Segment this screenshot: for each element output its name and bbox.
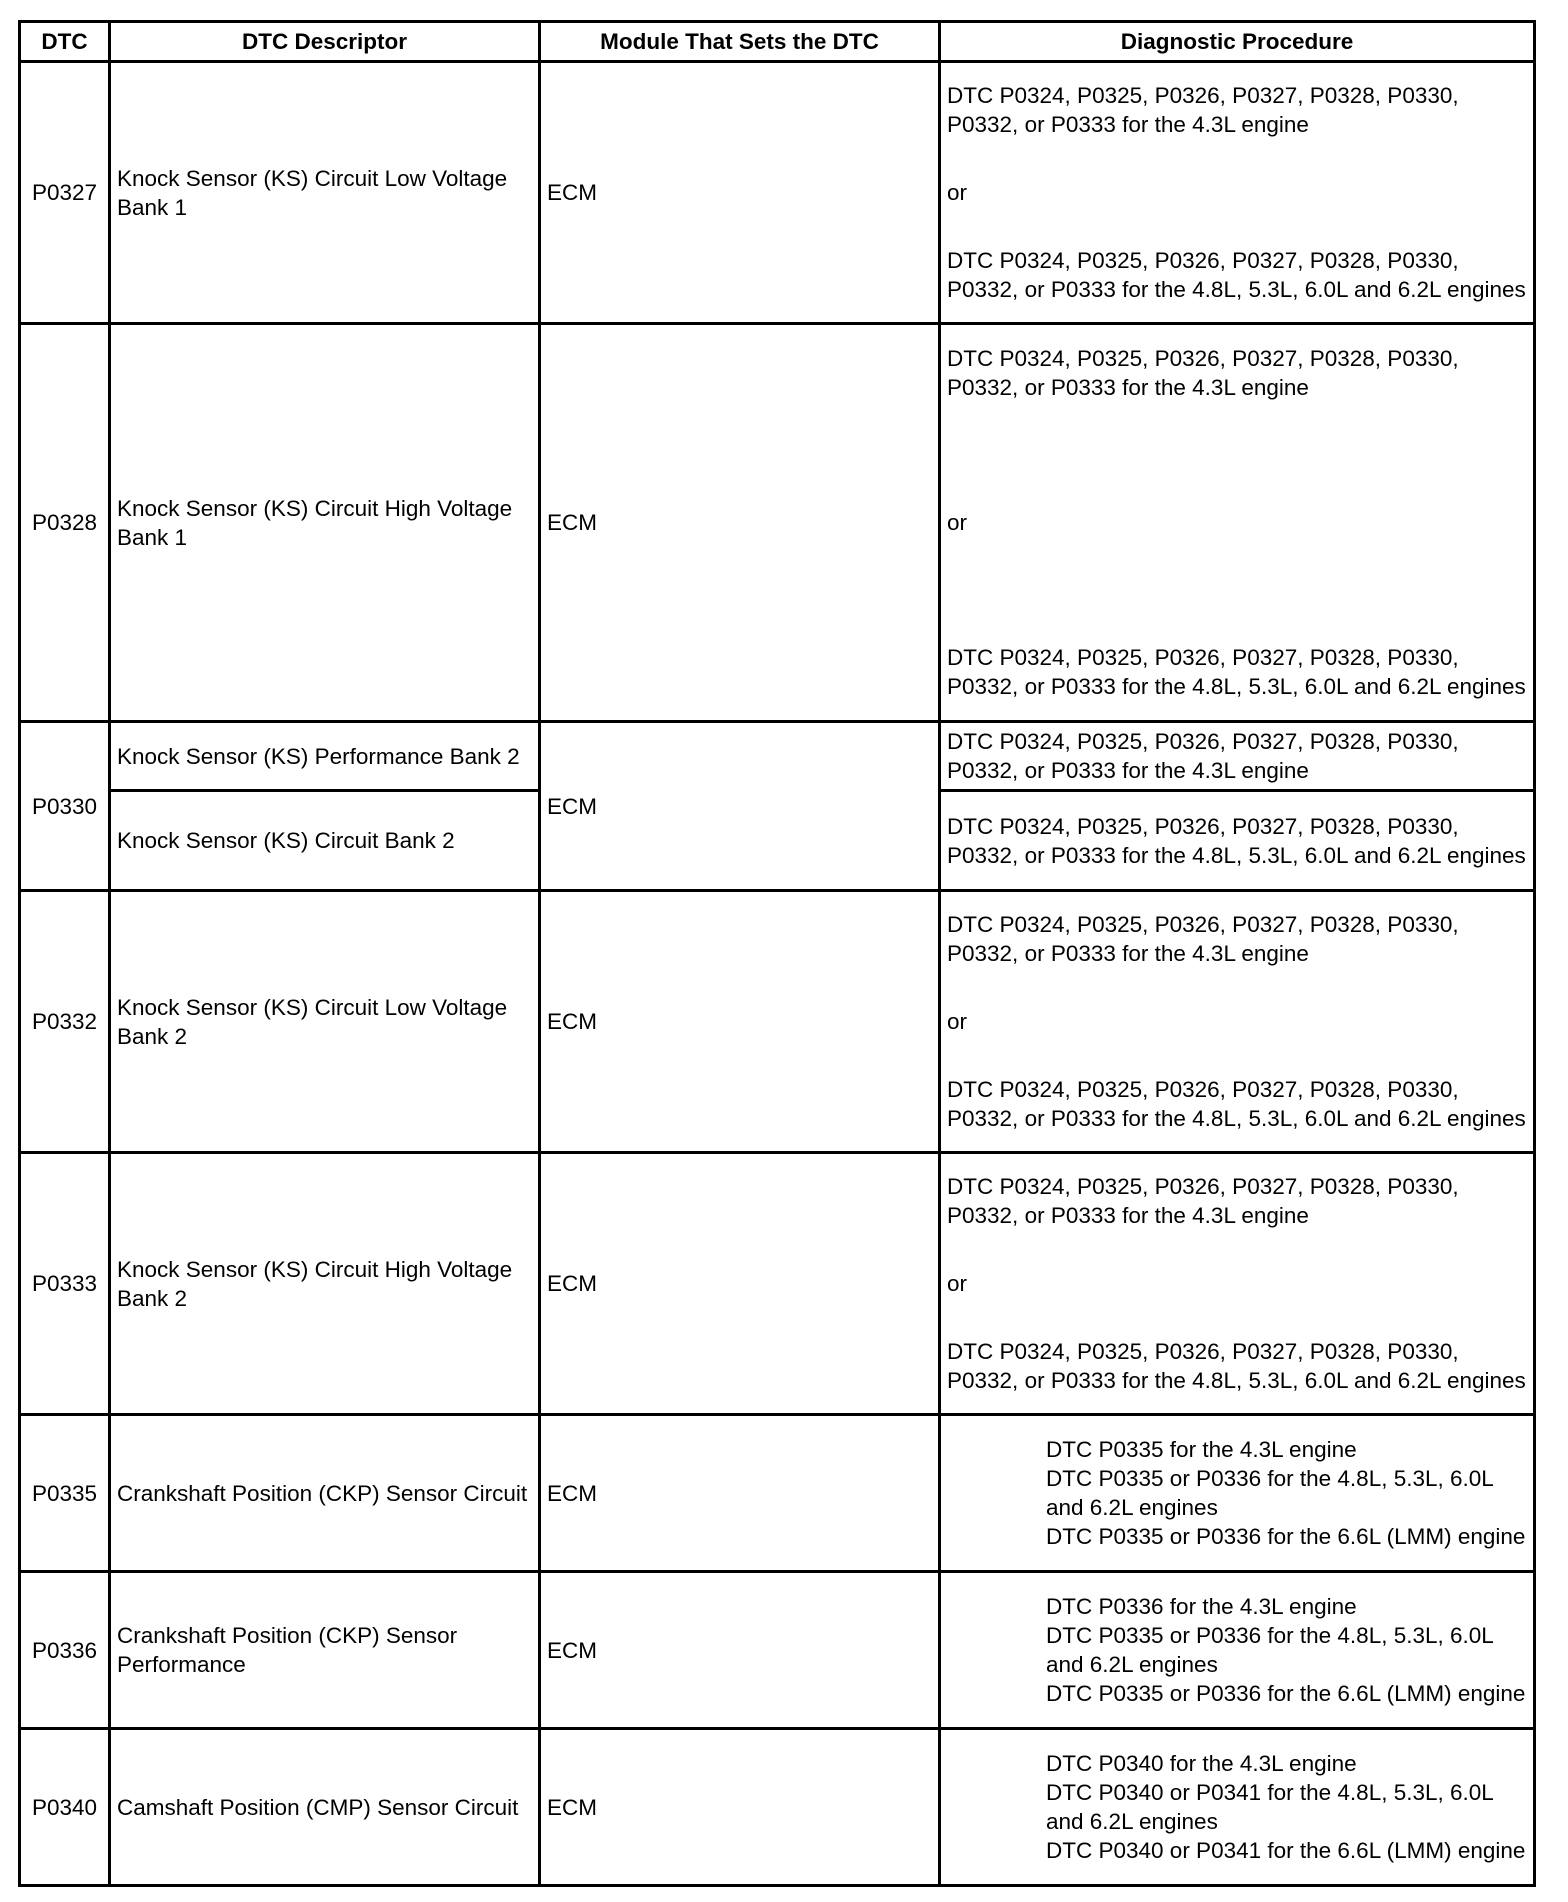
or-separator: or [947,180,968,205]
dtc-table [18,20,1536,1887]
dtc-code: P0330 [20,722,110,891]
diagnostic-procedure [940,324,1535,722]
table-row [20,1729,1535,1886]
dtc-code: P0333 [20,1153,110,1415]
or-separator: or [947,510,968,535]
dtc-descriptor: Knock Sensor (KS) Circuit High Voltage Bank 1 [110,324,540,722]
procedure-link-v8[interactable]: DTC P0324, P0325, P0326, P0327, P0328, P0330, P0332, or P0333 for the 4.8L, 5.3L, 6.0L and 6.2L engines [947,248,1526,302]
header-module: Module That Sets the DTC [540,22,940,62]
table-row [20,722,1535,791]
procedure-link[interactable]: DTC P0340 or P0341 for the 4.8L, 5.3L, 6.0L and 6.2L engines [1046,1780,1493,1834]
procedure-link[interactable]: DTC P0335 or P0336 for the 4.8L, 5.3L, 6.0L and 6.2L engines [1046,1623,1493,1677]
procedure-link-v8[interactable]: DTC P0324, P0325, P0326, P0327, P0328, P0330, P0332, or P0333 for the 4.8L, 5.3L, 6.0L and 6.2L engines [947,1077,1526,1131]
dtc-descriptor: Crankshaft Position (CKP) Sensor Performance [110,1572,540,1729]
procedure-link[interactable]: DTC P0335 or P0336 for the 4.8L, 5.3L, 6.0L and 6.2L engines [1046,1466,1493,1520]
dtc-descriptor: Knock Sensor (KS) Circuit Bank 2 [110,791,540,891]
table-header-row [20,22,1535,62]
dtc-code: P0332 [20,891,110,1153]
table-row [20,324,1535,722]
table-row [20,62,1535,324]
dtc-code: P0328 [20,324,110,722]
dtc-descriptor: Knock Sensor (KS) Circuit Low Voltage Bank 1 [110,62,540,324]
dtc-module: ECM [540,324,940,722]
dtc-document [18,20,1536,1887]
header-descriptor: DTC Descriptor [110,22,540,62]
procedure-link-43[interactable]: DTC P0324, P0325, P0326, P0327, P0328, P0330, P0332, or P0333 for the 4.3L engine [947,83,1459,137]
dtc-module: ECM [540,1729,940,1886]
header-procedure: Diagnostic Procedure [940,22,1535,62]
dtc-code: P0335 [20,1415,110,1572]
procedure-link-v8[interactable]: DTC P0324, P0325, P0326, P0327, P0328, P0330, P0332, or P0333 for the 4.8L, 5.3L, 6.0L and 6.2L engines [947,645,1526,699]
dtc-module: ECM [540,62,940,324]
diagnostic-procedure [940,62,1535,324]
dtc-descriptor: Knock Sensor (KS) Circuit High Voltage Bank 2 [110,1153,540,1415]
table-row [20,891,1535,1153]
dtc-module: ECM [540,1415,940,1572]
header-dtc: DTC [20,22,110,62]
diagnostic-procedure [940,1153,1535,1415]
procedure-link[interactable]: DTC P0335 for the 4.3L engine [1046,1437,1357,1462]
dtc-code: P0336 [20,1572,110,1729]
dtc-module: ECM [540,891,940,1153]
dtc-module: ECM [540,1572,940,1729]
dtc-descriptor: Crankshaft Position (CKP) Sensor Circuit [110,1415,540,1572]
or-separator: or [947,1009,968,1034]
procedure-link[interactable]: DTC P0340 for the 4.3L engine [1046,1751,1357,1776]
procedure-link[interactable]: DTC P0336 for the 4.3L engine [1046,1594,1357,1619]
procedure-link-43[interactable]: DTC P0324, P0325, P0326, P0327, P0328, P0330, P0332, or P0333 for the 4.3L engine [947,346,1459,400]
procedure-link[interactable]: DTC P0335 or P0336 for the 6.6L (LMM) engine [1046,1681,1526,1706]
diagnostic-procedure [940,1729,1535,1886]
procedure-link[interactable]: DTC P0340 or P0341 for the 6.6L (LMM) engine [1046,1838,1526,1863]
dtc-descriptor: Knock Sensor (KS) Performance Bank 2 [110,722,540,791]
table-row [20,1572,1535,1729]
procedure-link-43[interactable]: DTC P0324, P0325, P0326, P0327, P0328, P0330, P0332, or P0333 for the 4.3L engine [947,912,1459,966]
or-separator: or [947,1271,968,1296]
diagnostic-procedure [940,891,1535,1153]
dtc-module: ECM [540,722,940,891]
table-row [20,1415,1535,1572]
dtc-code: P0340 [20,1729,110,1886]
dtc-code: P0327 [20,62,110,324]
procedure-link-v8[interactable]: DTC P0324, P0325, P0326, P0327, P0328, P0330, P0332, or P0333 for the 4.8L, 5.3L, 6.0L and 6.2L engines [947,1339,1526,1393]
procedure-link-43[interactable]: DTC P0324, P0325, P0326, P0327, P0328, P0330, P0332, or P0333 for the 4.3L engine [947,1174,1459,1228]
diagnostic-procedure [940,1572,1535,1729]
procedure-link[interactable]: DTC P0335 or P0336 for the 6.6L (LMM) engine [1046,1524,1526,1549]
diagnostic-procedure [940,1415,1535,1572]
dtc-descriptor: Camshaft Position (CMP) Sensor Circuit [110,1729,540,1886]
dtc-descriptor: Knock Sensor (KS) Circuit Low Voltage Bank 2 [110,891,540,1153]
dtc-module: ECM [540,1153,940,1415]
procedure-link-43[interactable]: DTC P0324, P0325, P0326, P0327, P0328, P0330, P0332, or P0333 for the 4.3L engine [940,722,1535,791]
procedure-link-v8[interactable]: DTC P0324, P0325, P0326, P0327, P0328, P0330, P0332, or P0333 for the 4.8L, 5.3L, 6.0L and 6.2L engines [940,791,1535,891]
table-row [20,1153,1535,1415]
